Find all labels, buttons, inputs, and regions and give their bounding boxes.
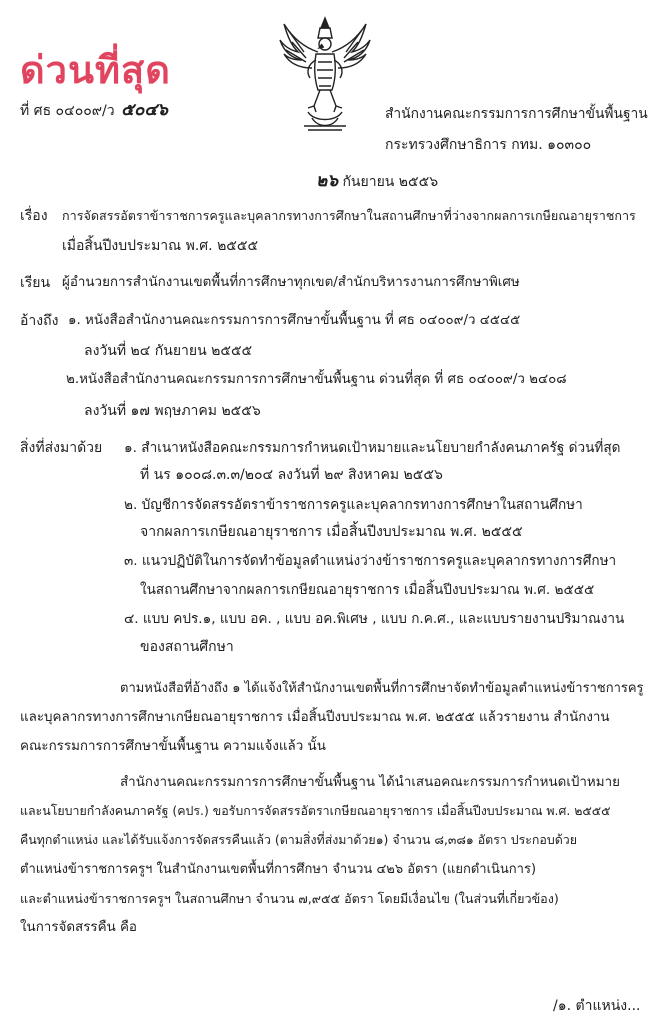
office-name: สำนักงานคณะกรรมการการศึกษาขั้นพื้นฐาน [385, 106, 648, 122]
reference-handwritten-number: ๕๐๔๖ [121, 100, 168, 120]
subject-line-1: การจัดสรรอัตราข้าราชการครูและบุคลากรทางการศึกษาในสถานศึกษาที่ว่างจากผลการเกษียณอายุราชการ [62, 208, 636, 223]
enclosure-item-cont: จากผลการเกษียณอายุราชการ เมื่อสิ้นปีงบประมาณ พ.ศ. ๒๕๕๕ [140, 524, 523, 540]
enclosure-item: ๑. สำเนาหนังสือคณะกรรมการกำหนดเป้าหมายและนโยบายกำลังคนภาครัฐ ด่วนที่สุด [124, 440, 621, 456]
enclosure-item-cont: ที่ นร ๑๐๐๘.๓.๓/๒๐๔ ลงวันที่ ๒๙ สิงหาคม ๒๕๕๖ [140, 467, 443, 483]
date-month-year: กันยายน ๒๕๕๖ [342, 174, 439, 190]
enclosure-item-cont: ในสถานศึกษาจากผลการเกษียณอายุราชการ เมื่อสิ้นปีงบประมาณ พ.ศ. ๒๕๕๕ [140, 582, 595, 598]
recipient-label: เรียน [20, 275, 51, 291]
paragraph-1-line: ตามหนังสือที่อ้างถึง ๑ ได้แจ้งให้สำนักงานเขตพื้นที่การศึกษาจัดทำข้อมูลตำแหน่งข้าราชการครู [120, 681, 644, 696]
enclosure-item: ๓. แนวปฏิบัติในการจัดทำข้อมูลตำแหน่งว่างข้าราชการครูและบุคลากรทางการศึกษา [124, 553, 617, 569]
enclosures-label: สิ่งที่ส่งมาด้วย [20, 440, 103, 456]
page-continuation: /๑. ตำแหน่ง... [553, 998, 641, 1014]
urgency-stamp: ด่วนที่สุด [20, 48, 171, 92]
enclosure-item: ๒. บัญชีการจัดสรรอัตราข้าราชการครูและบุคลากรทางการศึกษาในสถานศึกษา [124, 497, 583, 513]
garuda-emblem-icon [278, 14, 372, 134]
enclosure-item: ๔. แบบ คปร.๑, แบบ อค. , แบบ อค.พิเศษ , แบบ ก.ค.ศ., และแบบรายงานปริมาณงาน [124, 611, 625, 627]
reference-prefix: ที่ ศธ ๐๔๐๐๙/ว [20, 103, 115, 119]
paragraph-2-line: และนโยบายกำลังคนภาครัฐ (คปร.) ขอรับการจัดสรรอัตราเกษียณอายุราชการ เมื่อสิ้นปีงบประมาณ พ.ศ. ๒๕๕๕ [20, 803, 611, 818]
paragraph-1-line: และบุคลากรทางการศึกษาเกษียณอายุราชการ เมื่อสิ้นปีงบประมาณ พ.ศ. ๒๕๕๕ แล้วรายงาน สำนักงาน [20, 710, 610, 725]
date-day-handwritten: ๒๖ [316, 171, 338, 191]
document-date [316, 171, 438, 191]
subject-line-2: เมื่อสิ้นปีงบประมาณ พ.ศ. ๒๕๕๕ [62, 238, 259, 254]
paragraph-2-line: ในการจัดสรรคืน คือ [20, 920, 137, 935]
reference-item-date: ลงวันที่ ๑๗ พฤษภาคม ๒๕๕๖ [84, 403, 261, 419]
subject-label: เรื่อง [20, 208, 48, 224]
paragraph-1-line: คณะกรรมการการศึกษาขั้นพื้นฐาน ความแจ้งแล้ว นั้น [20, 739, 326, 754]
recipient-text: ผู้อำนวยการสำนักงานเขตพื้นที่การศึกษาทุกเขต/สำนักบริหารงานการศึกษาพิเศษ [62, 275, 520, 290]
reference-item-date: ลงวันที่ ๒๔ กันยายน ๒๕๕๕ [84, 343, 253, 359]
reference-number [20, 100, 168, 120]
reference-item: ๑. หนังสือสำนักงานคณะกรรมการการศึกษาขั้นพื้นฐาน ที่ ศธ ๐๔๐๐๙/ว ๔๕๔๕ [68, 313, 521, 328]
references-label: อ้างถึง [20, 313, 59, 329]
paragraph-2-line: ตำแหน่งข้าราชการครูฯ ในสำนักงานเขตพื้นที่การศึกษา จำนวน ๔๒๖ อัตรา (แยกดำเนินการ) [20, 862, 537, 877]
enclosure-item-cont: ของสถานศึกษา [140, 639, 234, 655]
paragraph-2-line: สำนักงานคณะกรรมการการศึกษาขั้นพื้นฐาน ได้นำเสนอคณะกรรมการกำหนดเป้าหมาย [120, 775, 620, 790]
reference-item: ๒.หนังสือสำนักงานคณะกรรมการการศึกษาขั้นพื้นฐาน ด่วนที่สุด ที่ ศธ ๐๔๐๐๙/ว ๒๔๐๘ [66, 372, 567, 387]
office-address: กระทรวงศึกษาธิการ กทม. ๑๐๓๐๐ [385, 137, 592, 153]
paragraph-2-line: และตำแหน่งข้าราชการครูฯ ในสถานศึกษา จำนวน ๗,๙๕๕ อัตรา โดยมีเงื่อนไข (ในส่วนที่เกี่ยวข้อง) [20, 891, 559, 906]
paragraph-2-line: คืนทุกตำแหน่ง และได้รับแจ้งการจัดสรรคืนแล้ว (ตามสิ่งที่ส่งมาด้วย๑) จำนวน ๘,๓๘๑ อัตรา ประกอบด้วย [20, 832, 578, 847]
